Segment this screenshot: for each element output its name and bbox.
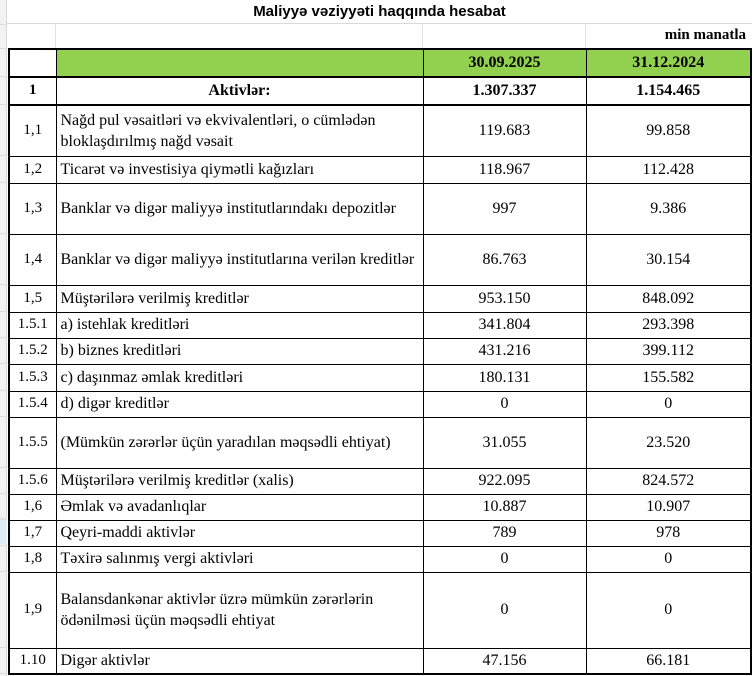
row-value-cell[interactable]: 922.095 [423, 468, 586, 494]
row-value-cell[interactable]: 30.154 [586, 234, 751, 285]
row-no-cell[interactable]: 1,6 [9, 494, 56, 520]
sheet-gridline [0, 416, 7, 417]
row-no-cell[interactable]: 1,5 [9, 285, 56, 312]
row-value-cell[interactable]: 23.520 [586, 417, 751, 468]
row-no-cell[interactable]: 1.5.1 [9, 312, 56, 338]
row-label-cell[interactable]: b) biznes kreditləri [56, 338, 423, 364]
row-value-cell[interactable]: 99.858 [586, 105, 751, 156]
row-value-cell[interactable]: 10.887 [423, 494, 586, 520]
table-row [9, 312, 751, 338]
sheet-gridline [0, 571, 7, 572]
table-row [9, 494, 751, 520]
row-label-cell[interactable]: (Mümkün zərərlər üçün yaradılan məqsədli ehtiyat) [56, 417, 423, 468]
header-label-cell[interactable] [56, 49, 423, 77]
header-date1-cell[interactable]: 30.09.2025 [423, 49, 586, 77]
row-no-cell[interactable]: 1,9 [9, 572, 56, 648]
table-row [9, 648, 751, 674]
row-no-cell[interactable]: 1,7 [9, 520, 56, 546]
row-value-cell[interactable]: 341.804 [423, 312, 586, 338]
table-row [9, 105, 751, 156]
row-value-cell[interactable]: 86.763 [423, 234, 586, 285]
assets-total-row [9, 77, 751, 105]
row-value-cell[interactable]: 953.150 [423, 285, 586, 312]
row-value-cell[interactable]: 155.582 [586, 364, 751, 391]
row-value-cell[interactable]: 978 [586, 520, 751, 546]
sheet-gridline [0, 48, 7, 49]
row-label-cell[interactable]: a) istehlak kreditləri [56, 312, 423, 338]
row-label-cell[interactable]: Qeyri-maddi aktivlər [56, 520, 423, 546]
row-no-cell[interactable]: 1,2 [9, 156, 56, 183]
unit-note-spacer-2 [56, 24, 423, 48]
row-value-cell[interactable]: 0 [423, 546, 586, 572]
row-value-cell[interactable]: 0 [586, 546, 751, 572]
row-no-cell[interactable]: 1,8 [9, 546, 56, 572]
row-label-cell[interactable]: Əmlak və avadanlıqlar [56, 494, 423, 520]
sheet-gridline [0, 519, 7, 520]
table-row [9, 546, 751, 572]
row-label-cell[interactable]: Banklar və digər maliyyə institutlarındakı depozitlər [56, 183, 423, 234]
sheet-gridline [0, 545, 7, 546]
row-value-cell[interactable]: 10.907 [586, 494, 751, 520]
table-row [9, 391, 751, 417]
row-label-cell[interactable]: Təxirə salınmış vergi aktivləri [56, 546, 423, 572]
row-value-cell[interactable]: 0 [586, 391, 751, 417]
row-value-cell[interactable]: 789 [423, 520, 586, 546]
row-value-cell[interactable]: 47.156 [423, 648, 586, 674]
unit-note-spacer-3 [423, 24, 586, 48]
table-row [9, 285, 751, 312]
row-label-cell[interactable]: Müştərilərə verilmiş kreditlər [56, 285, 423, 312]
row-value-cell[interactable]: 997 [423, 183, 586, 234]
row-label-cell[interactable]: Digər aktivlər [56, 648, 423, 674]
sheet-gridline [0, 390, 7, 391]
row-value-cell[interactable]: 293.398 [586, 312, 751, 338]
row-value-cell[interactable]: 0 [423, 391, 586, 417]
report-content [7, 0, 754, 675]
row-label-cell[interactable]: Banklar və digər maliyyə institutlarına verilən kreditlər [56, 234, 423, 285]
row-value-cell[interactable]: 66.181 [586, 648, 751, 674]
header-no-cell[interactable] [9, 49, 56, 77]
row-no-cell[interactable]: 1.10 [9, 648, 56, 674]
row-no-cell[interactable]: 1.5.3 [9, 364, 56, 391]
row-value-cell[interactable]: 0 [586, 572, 751, 648]
header-row [9, 49, 751, 77]
sheet-gridline [0, 155, 7, 156]
table-row [9, 364, 751, 391]
sheet-gridline [0, 182, 7, 183]
sheet-gridline [0, 311, 7, 312]
row-label-cell[interactable]: Müştərilərə verilmiş kreditlər (xalis) [56, 468, 423, 494]
table-body [9, 49, 751, 674]
sheet-gridline [0, 104, 7, 105]
unit-note-spacer-1 [8, 24, 56, 48]
sheet-gridline [0, 76, 7, 77]
row-value-cell[interactable]: 180.131 [423, 364, 586, 391]
table-row [9, 156, 751, 183]
row-value-cell[interactable]: 824.572 [586, 468, 751, 494]
sheet-gridline [0, 363, 7, 364]
sheet-gridline [0, 493, 7, 494]
unit-note-row [8, 24, 751, 48]
row-value-cell[interactable]: 848.092 [586, 285, 751, 312]
row-no-cell[interactable]: 1,4 [9, 234, 56, 285]
row-no-cell[interactable]: 1,1 [9, 105, 56, 156]
sheet-gridline [0, 24, 7, 25]
sheet-gridline [0, 647, 7, 648]
row-value-cell[interactable]: 431.216 [423, 338, 586, 364]
table-row [9, 572, 751, 648]
table-row [9, 234, 751, 285]
row-value-cell[interactable]: 118.967 [423, 156, 586, 183]
table-row [9, 468, 751, 494]
row-value-cell[interactable]: 1.307.337 [423, 77, 586, 105]
row-no-cell[interactable]: 1.5.4 [9, 391, 56, 417]
row-no-cell[interactable]: 1.5.2 [9, 338, 56, 364]
row-highlight-marker [0, 517, 7, 544]
sheet-gridline [0, 337, 7, 338]
row-label-cell[interactable]: Ticarət və investisiya qiymətli kağızları [56, 156, 423, 183]
row-no-cell[interactable]: 1.5.5 [9, 417, 56, 468]
table-row [9, 183, 751, 234]
row-label-cell[interactable]: Balansdankənar aktivlər üzrə mümkün zərərlərin ödənilməsi üçün məqsədli ehtiyat [56, 572, 423, 648]
row-value-cell[interactable]: 1.154.465 [586, 77, 751, 105]
row-value-cell[interactable]: 31.055 [423, 417, 586, 468]
row-value-cell[interactable]: 9.386 [586, 183, 751, 234]
row-value-cell[interactable]: 399.112 [586, 338, 751, 364]
row-value-cell[interactable]: 112.428 [586, 156, 751, 183]
row-value-cell[interactable]: 119.683 [423, 105, 586, 156]
row-no-cell[interactable]: 1,3 [9, 183, 56, 234]
row-label-cell[interactable]: d) digər kreditlər [56, 391, 423, 417]
row-label-cell[interactable]: c) daşınmaz əmlak kreditləri [56, 364, 423, 391]
row-value-cell[interactable]: 0 [423, 572, 586, 648]
sheet-gridline [0, 673, 7, 674]
table-row [9, 520, 751, 546]
sheet-gridline [0, 467, 7, 468]
header-date2-cell[interactable]: 31.12.2024 [586, 49, 751, 77]
row-no-cell[interactable]: 1 [9, 77, 56, 105]
financial-position-table [8, 48, 752, 675]
table-row [9, 338, 751, 364]
unit-note: min manatla [664, 27, 746, 43]
report-title: Maliyyə vəziyyəti haqqında hesabat [7, 0, 752, 24]
sheet-margin-strip [0, 0, 7, 676]
sheet-gridline [0, 233, 7, 234]
row-label-cell[interactable]: Aktivlər: [56, 77, 423, 105]
table-row [9, 417, 751, 468]
row-no-cell[interactable]: 1.5.6 [9, 468, 56, 494]
sheet-gridline [0, 284, 7, 285]
row-label-cell[interactable]: Nağd pul vəsaitləri və ekvivalentləri, o cümlədən bloklaşdırılmış nağd vəsait [56, 105, 423, 156]
